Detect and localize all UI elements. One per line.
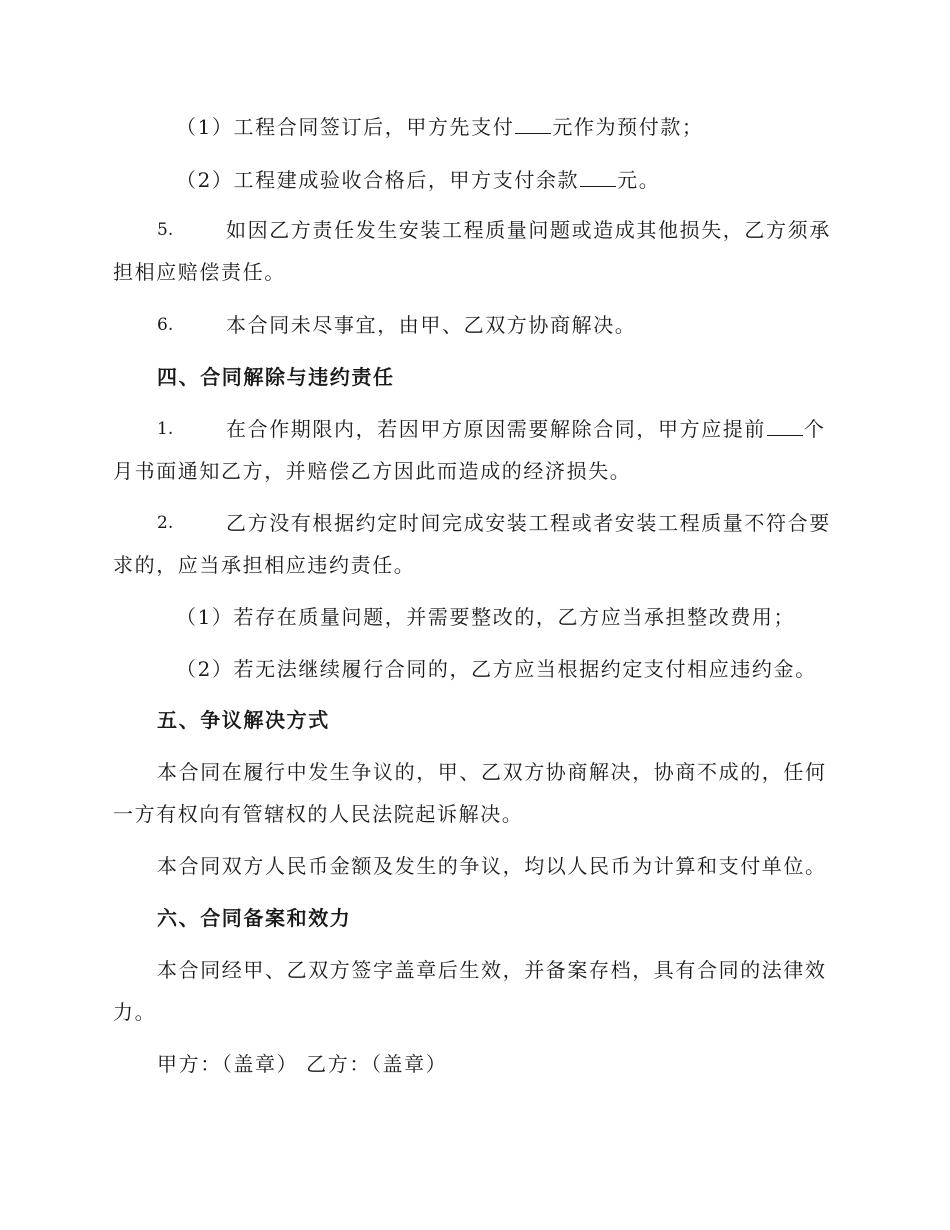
payment-clause-2-prefix: （2）工程建成验收合格后，甲方支付余款 [176, 168, 580, 192]
section-4-item-1-line-2: 月书面通知乙方，并赔偿乙方因此而造成的经济损失。 [113, 459, 632, 483]
payment-clause-1-prefix: （1）工程合同签订后，甲方先支付 [176, 115, 515, 139]
item-5-number: 5. [157, 220, 174, 240]
payment-clause-2 [176, 166, 660, 194]
section-4-item-1-number: 1. [157, 419, 174, 439]
section-4-sub-2: （2）若无法继续履行合同的，乙方应当根据约定支付相应违约金。 [176, 657, 817, 681]
months-blank [767, 415, 803, 436]
section-4-item-1-suffix: 个 [804, 417, 826, 441]
section-6-para-line-1: 本合同经甲、乙双方签字盖章后生效，并备案存档，具有合同的法律效 [157, 958, 827, 982]
section-6-para-line-2: 力。 [113, 1000, 157, 1024]
item-6-text: 本合同未尽事宜，由甲、乙双方协商解决。 [226, 313, 637, 337]
section-4-item-2-number: 2. [157, 513, 174, 533]
section-5-para-2: 本合同双方人民币金额及发生的争议，均以人民币为计算和支付单位。 [157, 854, 827, 878]
section-5-para-1-line-2: 一方有权向有管辖权的人民法院起诉解决。 [113, 802, 524, 826]
section-4-sub-1: （1）若存在质量问题，并需要整改的，乙方应当承担整改费用； [176, 605, 796, 629]
signature-line: 甲方：（盖章） 乙方：（盖章） [157, 1052, 448, 1076]
section-6-heading: 六、合同备案和效力 [157, 906, 352, 930]
section-4-item-2-line-1: 乙方没有根据约定时间完成安装工程或者安装工程质量不符合要 [226, 511, 831, 535]
payment-clause-1-suffix: 元作为预付款； [552, 115, 704, 139]
item-5-line-2: 担相应赔偿责任。 [113, 260, 286, 284]
amount-blank [515, 113, 551, 134]
section-4-item-1-prefix: 在合作期限内，若因甲方原因需要解除合同，甲方应提前 [226, 417, 766, 441]
section-4-item-1-line-1 [226, 415, 826, 443]
section-5-heading: 五、争议解决方式 [157, 708, 330, 732]
section-5-para-1-line-1: 本合同在履行中发生争议的，甲、乙双方协商解决，协商不成的，任何 [157, 760, 827, 784]
item-6-number: 6. [157, 315, 174, 335]
amount-blank [580, 166, 616, 187]
payment-clause-2-suffix: 元。 [617, 168, 661, 192]
section-4-heading: 四、合同解除与违约责任 [157, 365, 395, 389]
item-5-line-1: 如因乙方责任发生安装工程质量问题或造成其他损失，乙方须承 [226, 218, 831, 242]
payment-clause-1 [176, 113, 704, 141]
section-4-item-2-line-2: 求的，应当承担相应违约责任。 [113, 553, 416, 577]
